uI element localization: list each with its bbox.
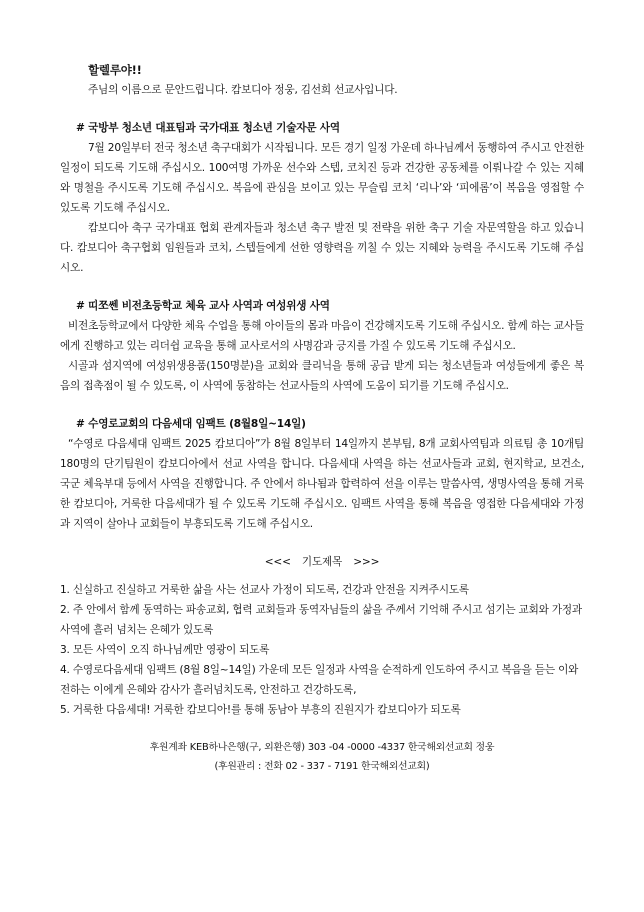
section-paragraph: 시골과 섬지역에 여성위생용품(150명분)을 교회와 클리닉을 통해 공급 받게 되는 청소년들과 여성들에게 좋은 복음의 접촉점이 될 수 있도록, 이 사역에 동참하는 선교사들의 사역에 도움이 되기를 기도해 주십시오. [60,360,584,392]
section-paragraph: 비전초등학교에서 다양한 체육 수업을 통해 아이들의 몸과 마음이 건강해지도록 기도해 주십시오. 함께 하는 교사들에게 진행하고 있는 리더쉽 교육을 통해 교사로서의 사명감과 긍지를 가질 수 있도록 기도해 주십시오. [60,320,584,352]
section-impact [60,414,584,534]
section-soccer [60,118,584,278]
footer [60,738,584,776]
prayer-item: 1. 신실하고 진실하고 거룩한 삶을 사는 선교사 가정이 되도록, 건강과 안전을 지켜주시도록 [60,584,469,596]
prayer-item: 3. 모든 사역이 오직 하나님께만 영광이 되도록 [60,644,270,656]
prayer-list [60,580,584,720]
section-school [60,296,584,396]
prayer-item: 4. 수영로다음세대 임팩트 (8월 8일~14일) 가운데 모든 일정과 사역을 순적하게 인도하여 주시고 복음을 듣는 이와 전하는 이에게 은혜와 감사가 흘러넘치도록, 안전하고 건강하도록, [60,664,579,696]
prayer-item: 5. 거룩한 다음세대! 거룩한 캄보디아!를 통해 동남아 부흥의 진원지가 캄보디아가 되도록 [60,704,461,716]
prayer-title: <<< 기도제목 >>> [264,556,380,568]
section-heading: # 수영로교회의 다음세대 임팩트 (8월8일~14일) [76,418,306,430]
donation-account: 후원계좌 KEB하나은행(구, 외환은행) 303 -04 -0000 -4337 한국해외선교회 정웅 [149,742,495,753]
section-paragraph: “수영로 다음세대 임팩트 2025 캄보디아”가 8월 8일부터 14일까지 본부팀, 8개 교회사역팀과 의료팀 총 10개팀 180명의 단기팀원이 캄보디아에서 선교 사역을 합니다. 다음세대 사역을 하는 선교사들과 교회, 현지학교, 보건소, 국군 체육부대 등에서 사역을 진행합니다. 주 안에서 하나됨과 합력하여 선을 이루는 말씀사역, 생명사역을 통해 거룩한 캄보디아, 거룩한 다음세대가 될 수 있도록 기도해 주십시오. 임팩트 사역을 통해 복음을 영접한 다음세대와 가정과 지역이 살아나 교회들이 부흥되도록 기도해 주십시오. [60,438,584,530]
section-paragraph: 7월 20일부터 전국 청소년 축구대회가 시작됩니다. 모든 경기 일정 가운데 하나님께서 동행하여 주시고 안전한 일정이 되도록 기도해 주십시오. 100여명 가까운 선수와 스텝, 코치진 등과 건강한 공동체를 이뤄나갈 수 있는 지혜와 명철을 주시도록 기도해 주십시오. 복음에 관심을 보이고 있는 무슬림 코치 ‘리나’와 ‘피에롬’이 복음을 영접할 수 있도록 기도해 주십시오. [60,142,584,214]
intro-line: 주님의 이름으로 문안드립니다. 캄보디아 정웅, 김선희 선교사입니다. [88,84,398,96]
donation-contact: (후원관리 : 전화 02 - 337 - 7191 한국해외선교회) [214,761,430,772]
letter-page [60,60,584,776]
prayer-item: 2. 주 안에서 함께 동역하는 파송교회, 협력 교회들과 동역자님들의 삶을 주께서 기억해 주시고 섬기는 교회와 가정과 사역에 흘러 넘치는 은혜가 있도록 [60,604,582,636]
section-paragraph: 캄보디아 축구 국가대표 협회 관계자들과 청소년 축구 발전 및 전략을 위한 축구 기술 자문역할을 하고 있습니다. 캄보디아 축구협회 임원들과 코치, 스텝들에게 선한 영향력을 끼칠 수 있는 지혜와 능력을 주시도록 기도해 주십시오. [60,222,584,274]
section-heading: # 띠쪼쎈 비전초등학교 체육 교사 사역과 여성위생 사역 [76,300,330,312]
section-heading: # 국방부 청소년 대표팀과 국가대표 청소년 기술자문 사역 [76,122,340,134]
greeting: 할렐루야!! [88,63,142,77]
